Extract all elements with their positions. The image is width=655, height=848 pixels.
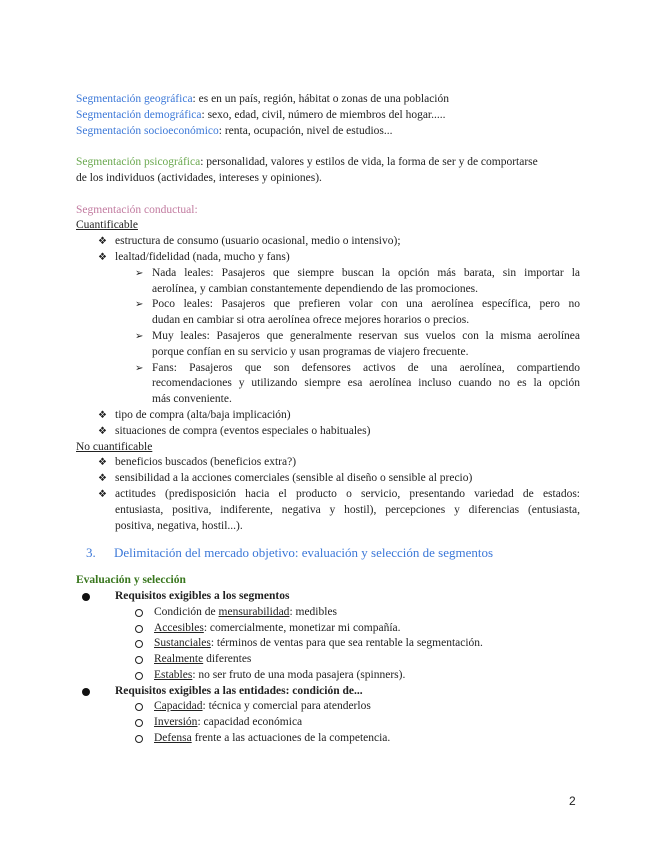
cuantificable-label: Cuantificable [76, 219, 138, 232]
demo-text: : sexo, edad, civil, número de miembros del hogar..... [201, 108, 446, 121]
diamond-bullet-icon: ❖ [98, 488, 107, 500]
filled-circle-bullet-icon [82, 688, 90, 696]
list-item: ❖ beneficios buscados (beneficios extra?) [76, 455, 580, 471]
psico-text-2: de los individuos (actividades, intereses y opiniones). [76, 171, 322, 184]
evaluacion-title: Evaluación y selección [76, 574, 186, 587]
list-item: ➢ Nada leales: Pasajeros que siempre buscan la opción más barata, sin importar la aerolínea, y cambian constantemente dependiendo de las promociones. [135, 266, 580, 295]
psico-line [76, 155, 580, 171]
arrow-bullet-icon: ➢ [135, 299, 144, 311]
diamond-bullet-icon: ❖ [98, 409, 107, 421]
hollow-circle-bullet-icon [135, 640, 143, 648]
list-item: Inversión: capacidad económica [76, 715, 580, 731]
diamond-bullet-icon: ❖ [98, 251, 107, 263]
hollow-circle-bullet-icon [135, 609, 143, 617]
hollow-circle-bullet-icon [135, 625, 143, 633]
geo-text: : es en un país, región, hábitat o zonas de una población [192, 93, 449, 105]
list-item: Condición de mensurabilidad: medibles [76, 605, 580, 621]
geo-line [76, 92, 580, 108]
hollow-circle-bullet-icon [135, 672, 143, 680]
diamond-bullet-icon: ❖ [98, 473, 107, 485]
list-item: ➢ Fans: Pasajeros que son defensores activos de una aerolínea, compartiendo recomendaciones y utilizando siempre esa aerolínea incluso cuando no es la opción más conveniente. [135, 361, 580, 406]
list-item: Requisitos exigibles a las entidades: condición de... [76, 684, 580, 700]
arrow-bullet-icon: ➢ [135, 267, 144, 279]
list-item: Accesibles: comercialmente, monetizar mi compañía. [76, 621, 580, 637]
page-number: 2 [569, 794, 576, 808]
geo-label: Segmentación geográfica [76, 93, 193, 105]
list-item: ❖ actitudes (predisposición hacia el producto o servicio, presentando variedad de estados: entusiasta, positiva, indiferente, negativa y hostil), percepciones y diferencias (entusiasta, positiva, negativa, hostil...). [98, 487, 580, 532]
list-item: Capacidad: técnica y comercial para atenderlos [76, 699, 580, 715]
arrow-bullet-icon: ➢ [135, 362, 144, 374]
list-item: ❖ sensibilidad a la acciones comerciales (sensible al diseño o sensible al precio) [76, 471, 580, 487]
diamond-bullet-icon: ❖ [98, 425, 107, 437]
list-item: ➢ Muy leales: Pasajeros que generalmente reservan sus vuelos con la misma aerolínea porque confían en su servicio y usan programas de viajero frecuente. [135, 329, 580, 358]
demo-line [76, 108, 580, 124]
section-heading [76, 545, 580, 561]
list-item: ❖ situaciones de compra (eventos especiales o habituales) [76, 424, 580, 440]
list-item: Sustanciales: términos de ventas para que sea rentable la segmentación. [76, 636, 580, 652]
demo-label: Segmentación demográfica [76, 108, 202, 121]
hollow-circle-bullet-icon [135, 735, 143, 743]
document-body [76, 92, 580, 747]
diamond-bullet-icon: ❖ [98, 457, 107, 469]
list-item: Estables: no ser fruto de una moda pasajera (spinners). [76, 668, 580, 684]
section-number: 3. [86, 545, 96, 561]
arrow-bullet-icon: ➢ [135, 330, 144, 342]
conductual-label: Segmentación conductual: [76, 203, 198, 216]
hollow-circle-bullet-icon [135, 656, 143, 664]
socio-label: Segmentación socioeconómico [76, 124, 219, 137]
socio-text: : renta, ocupación, nivel de estudios... [218, 124, 393, 137]
psico-label: Segmentación psicográfica [76, 156, 201, 169]
filled-circle-bullet-icon [82, 593, 90, 601]
psico-text-1: : personalidad, valores y estilos de vida, la forma de ser y de comportarse [200, 156, 538, 169]
list-item: Requisitos exigibles a los segmentos [76, 589, 580, 605]
list-item: ❖ lealtad/fidelidad (nada, mucho y fans) [76, 250, 580, 266]
list-item: Defensa frente a las actuaciones de la competencia. [76, 731, 580, 747]
diamond-bullet-icon: ❖ [98, 236, 107, 248]
list-item: ➢ Poco leales: Pasajeros que prefieren volar con una aerolínea específica, pero no dudan en cambiar si otra aerolínea ofrece mejores horarios o precios. [135, 298, 580, 327]
hollow-circle-bullet-icon [135, 719, 143, 727]
hollow-circle-bullet-icon [135, 703, 143, 711]
list-item: Realmente diferentes [76, 652, 580, 668]
section-title: Delimitación del mercado objetivo: evaluación y selección de segmentos [114, 545, 494, 561]
socio-line [76, 124, 580, 140]
no-cuantificable-label: No cuantificable [76, 440, 153, 453]
list-item: ❖ estructura de consumo (usuario ocasional, medio o intensivo); [76, 234, 580, 250]
list-item: ❖ tipo de compra (alta/baja implicación) [76, 408, 580, 424]
